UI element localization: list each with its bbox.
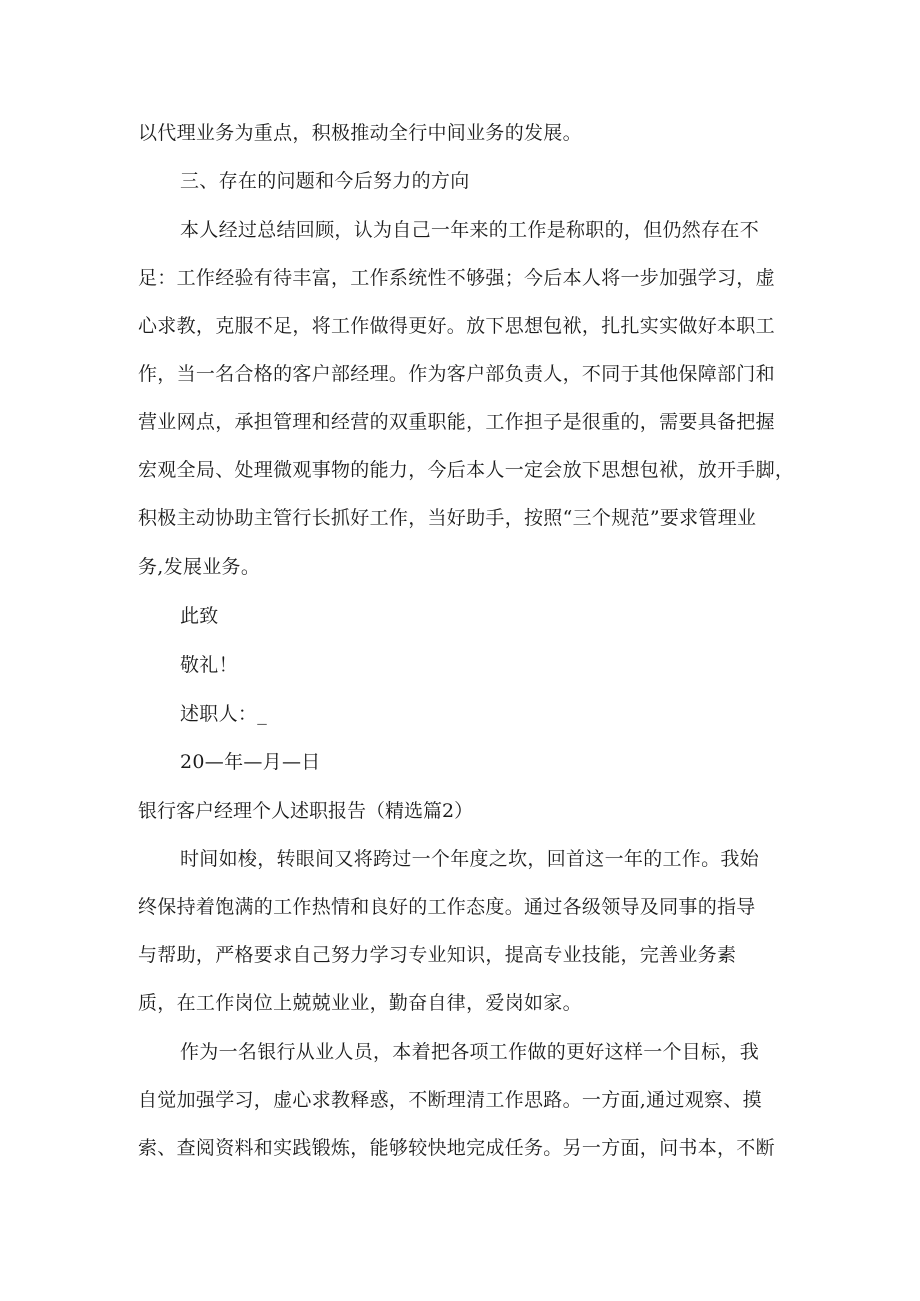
signature-line: 述职人：_ <box>180 703 268 725</box>
text-line: 与帮助，严格要求自己努力学习专业知识，提高专业技能，完善业务素 <box>138 944 737 966</box>
date-line: 20—年—月—日 <box>180 751 321 773</box>
text-line: 营业网点，承担管理和经营的双重职能，工作担子是很重的，需要具备把握 <box>138 411 775 433</box>
text-line: 作为一名银行从业人员，本着把各项工作做的更好这样一个目标，我 <box>180 1041 760 1063</box>
article-title: 银行客户经理个人述职报告（精选篇2） <box>138 800 474 822</box>
text-line: 质，在工作岗位上兢兢业业，勤奋自律，爱岗如家。 <box>138 992 582 1014</box>
closing-salutation: 此致 <box>180 605 219 627</box>
closing-regards: 敬礼！ <box>180 654 238 676</box>
text-line: 本人经过总结回顾，认为自己一年来的工作是称职的，但仍然存在不 <box>180 219 760 241</box>
text-line: 时间如梭，转眼间又将跨过一个年度之坎，回首这一年的工作。我始 <box>180 848 760 870</box>
section-heading: 三、存在的问题和今后努力的方向 <box>180 170 470 192</box>
text-line: 务,发展业务。 <box>138 556 261 578</box>
text-line: 以代理业务为重点，积极推动全行中间业务的发展。 <box>138 122 582 144</box>
text-line: 索、查阅资料和实践锻炼，能够较快地完成任务。另一方面，问书本，不断 <box>138 1137 775 1159</box>
text-line: 宏观全局、处理微观事物的能力，今后本人一定会放下思想包袱，放开手脚， <box>138 459 795 481</box>
text-line: 足：工作经验有待丰富，工作系统性不够强；今后本人将一步加强学习，虚 <box>138 267 775 289</box>
text-line: 终保持着饱满的工作热情和良好的工作态度。通过各级领导及同事的指导 <box>138 896 756 918</box>
text-line: 自觉加强学习，虚心求教释惑，不断理清工作思路。一方面,通过观察、摸 <box>138 1089 762 1111</box>
text-line: 作，当一名合格的客户部经理。作为客户部负责人，不同于其他保障部门和 <box>138 363 775 385</box>
text-line: 积极主动协助主管行长抓好工作，当好助手，按照“三个规范”要求管理业 <box>138 507 757 529</box>
text-line: 心求教，克服不足，将工作做得更好。放下思想包袱，扎扎实实做好本职工 <box>138 315 775 337</box>
